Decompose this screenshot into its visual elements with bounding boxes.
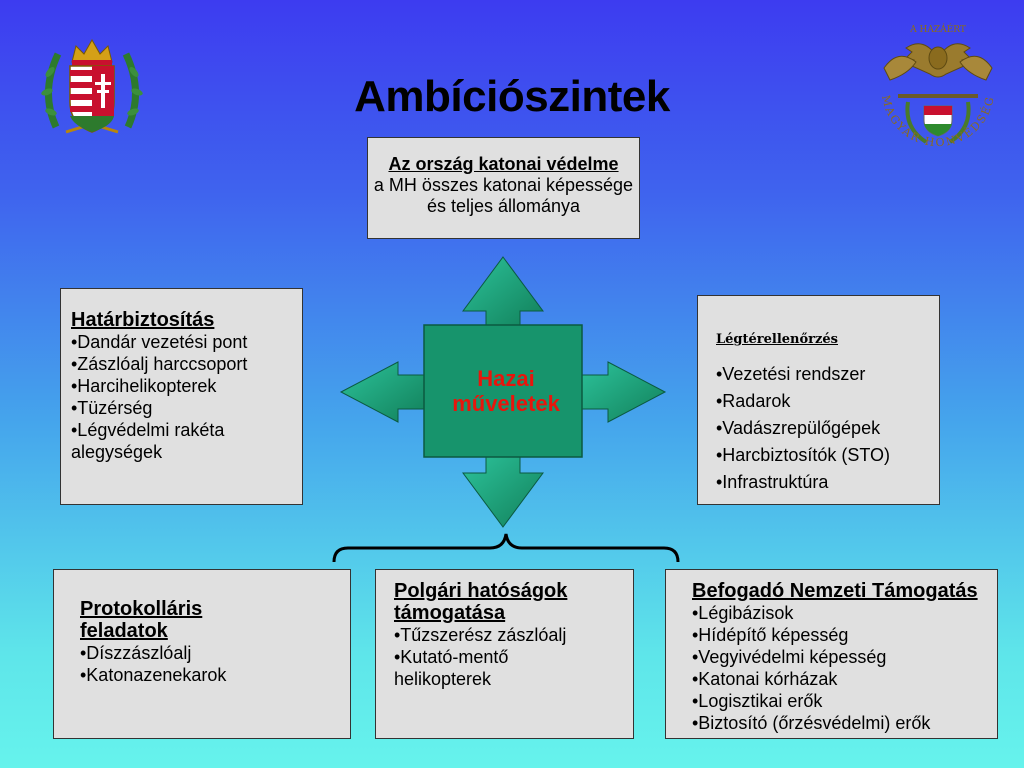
list-item: alegységek [71, 442, 163, 462]
list-item: •Tüzérség [71, 398, 153, 418]
center-label [426, 366, 586, 416]
border-protection-box [60, 288, 303, 505]
right-box-heading: Légtérellenőrzés [716, 332, 838, 347]
list-item: •Harcbiztosítók (STO) [716, 445, 891, 465]
list-item: •Vadászrepülőgépek [716, 418, 881, 438]
bottom-box-heading: feladatok [80, 620, 168, 642]
bottom-box-heading: Polgári hatóságok [394, 580, 568, 602]
emblem-top-text: A HAZÁÉRT [910, 25, 966, 35]
army-emblem-icon [868, 18, 1008, 166]
list-item: •Radarok [716, 391, 791, 411]
bottom-box-heading: Befogadó Nemzeti Támogatás [692, 580, 978, 602]
list-item: •Díszzászlóalj [80, 643, 192, 663]
center-line-1: Hazai [477, 366, 535, 391]
center-line-2: műveletek [452, 391, 560, 416]
national-defense-box [367, 137, 640, 239]
airspace-control-box [697, 295, 940, 505]
list-item: •Légvédelmi rakéta [71, 420, 225, 440]
list-item: •Harcihelikopterek [71, 376, 217, 396]
arrow-right [582, 362, 665, 422]
list-item: •Vezetési rendszer [716, 364, 866, 384]
civil-authorities-support-box [375, 569, 634, 739]
emblem-ring-text: MAGYAR HONVÉDSÉG [879, 93, 997, 150]
arrow-down [463, 457, 543, 527]
list-item: •Logisztikai erők [692, 691, 823, 711]
list-item: •Tűzszerész zászlóalj [394, 625, 567, 645]
list-item: •Vegyivédelmi képesség [692, 647, 887, 667]
top-box-line: és teljes állománya [426, 196, 581, 216]
protocol-tasks-box [53, 569, 351, 739]
bottom-box-heading: támogatása [394, 602, 506, 624]
arrow-left [341, 362, 424, 422]
list-item: •Biztosító (őrzésvédelmi) erők [692, 713, 931, 733]
top-box-line: a MH összes katonai képessége [373, 175, 634, 195]
list-item: •Katonai kórházak [692, 669, 838, 689]
page-title: Ambíciószintek [354, 72, 670, 121]
list-item: •Dandár vezetési pont [71, 332, 248, 352]
grouping-brace [330, 530, 682, 566]
arrow-up [463, 257, 543, 325]
host-nation-support-box [665, 569, 998, 739]
list-item: •Hídépítő képesség [692, 625, 849, 645]
list-item: •Katonazenekarok [80, 665, 227, 685]
list-item: •Légibázisok [692, 603, 794, 623]
list-item: •Zászlóalj harccsoport [71, 354, 248, 374]
coat-of-arms-icon [36, 32, 148, 142]
bottom-box-heading: Protokolláris [80, 598, 203, 620]
list-item: •Infrastruktúra [716, 472, 829, 492]
list-item: •Kutató-mentő [394, 647, 509, 667]
left-box-heading: Határbiztosítás [71, 309, 215, 331]
top-box-heading: Az ország katonai védelme [388, 154, 619, 174]
list-item: helikopterek [394, 669, 492, 689]
